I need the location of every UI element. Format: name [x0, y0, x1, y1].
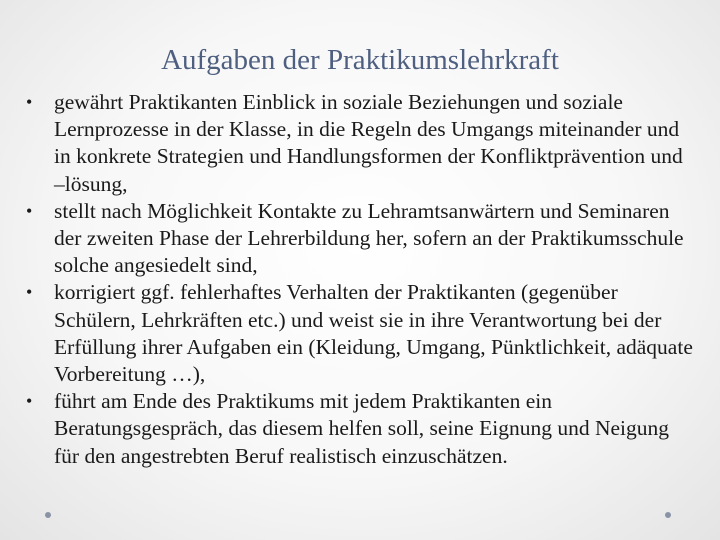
bullet-icon: • [26, 391, 33, 412]
bullet-icon: • [26, 92, 33, 112]
bullet-text: korrigiert ggf. fehlerhaftes Verhalten der Praktikanten (gegenüber Schülern, Lehrkräften etc.) und weist sie in ihre Verantwortung bei der Erfüllung ihrer Aufgaben ein (Kleidung, Umgang, Pünktlichkeit, adäquate Vorbereitung …), [54, 280, 693, 387]
bullet-text: gewährt Praktikanten Einblick in soziale Beziehungen und soziale Lernprozesse in der Klasse, in die Regeln des Umgangs miteinander und in konkrete Strategien und Handlungsformen der Konfliktprävention und –lösung, [54, 90, 683, 196]
bullet-list [26, 89, 696, 470]
bullet-icon: • [26, 282, 33, 303]
bullet-item [26, 388, 696, 470]
bullet-item [26, 279, 696, 388]
decorative-dot-right-icon [665, 512, 671, 518]
bullet-text: stellt nach Möglichkeit Kontakte zu Lehramtsanwärtern und Seminaren der zweiten Phase der Lehrerbildung her, sofern an der Praktikumsschule solche angesiedelt sind, [54, 198, 684, 278]
decorative-dot-left-icon [45, 512, 51, 518]
slide-title: Aufgaben der Praktikumslehrkraft [161, 44, 559, 76]
bullet-text: führt am Ende des Praktikums mit jedem Praktikanten ein Beratungsgespräch, das diesem helfen soll, seine Eignung und Neigung für den angestrebten Beruf realistisch einzuschätzen. [54, 389, 669, 468]
bullet-item [26, 89, 696, 198]
bullet-item [26, 198, 696, 280]
bullet-icon: • [26, 200, 33, 221]
